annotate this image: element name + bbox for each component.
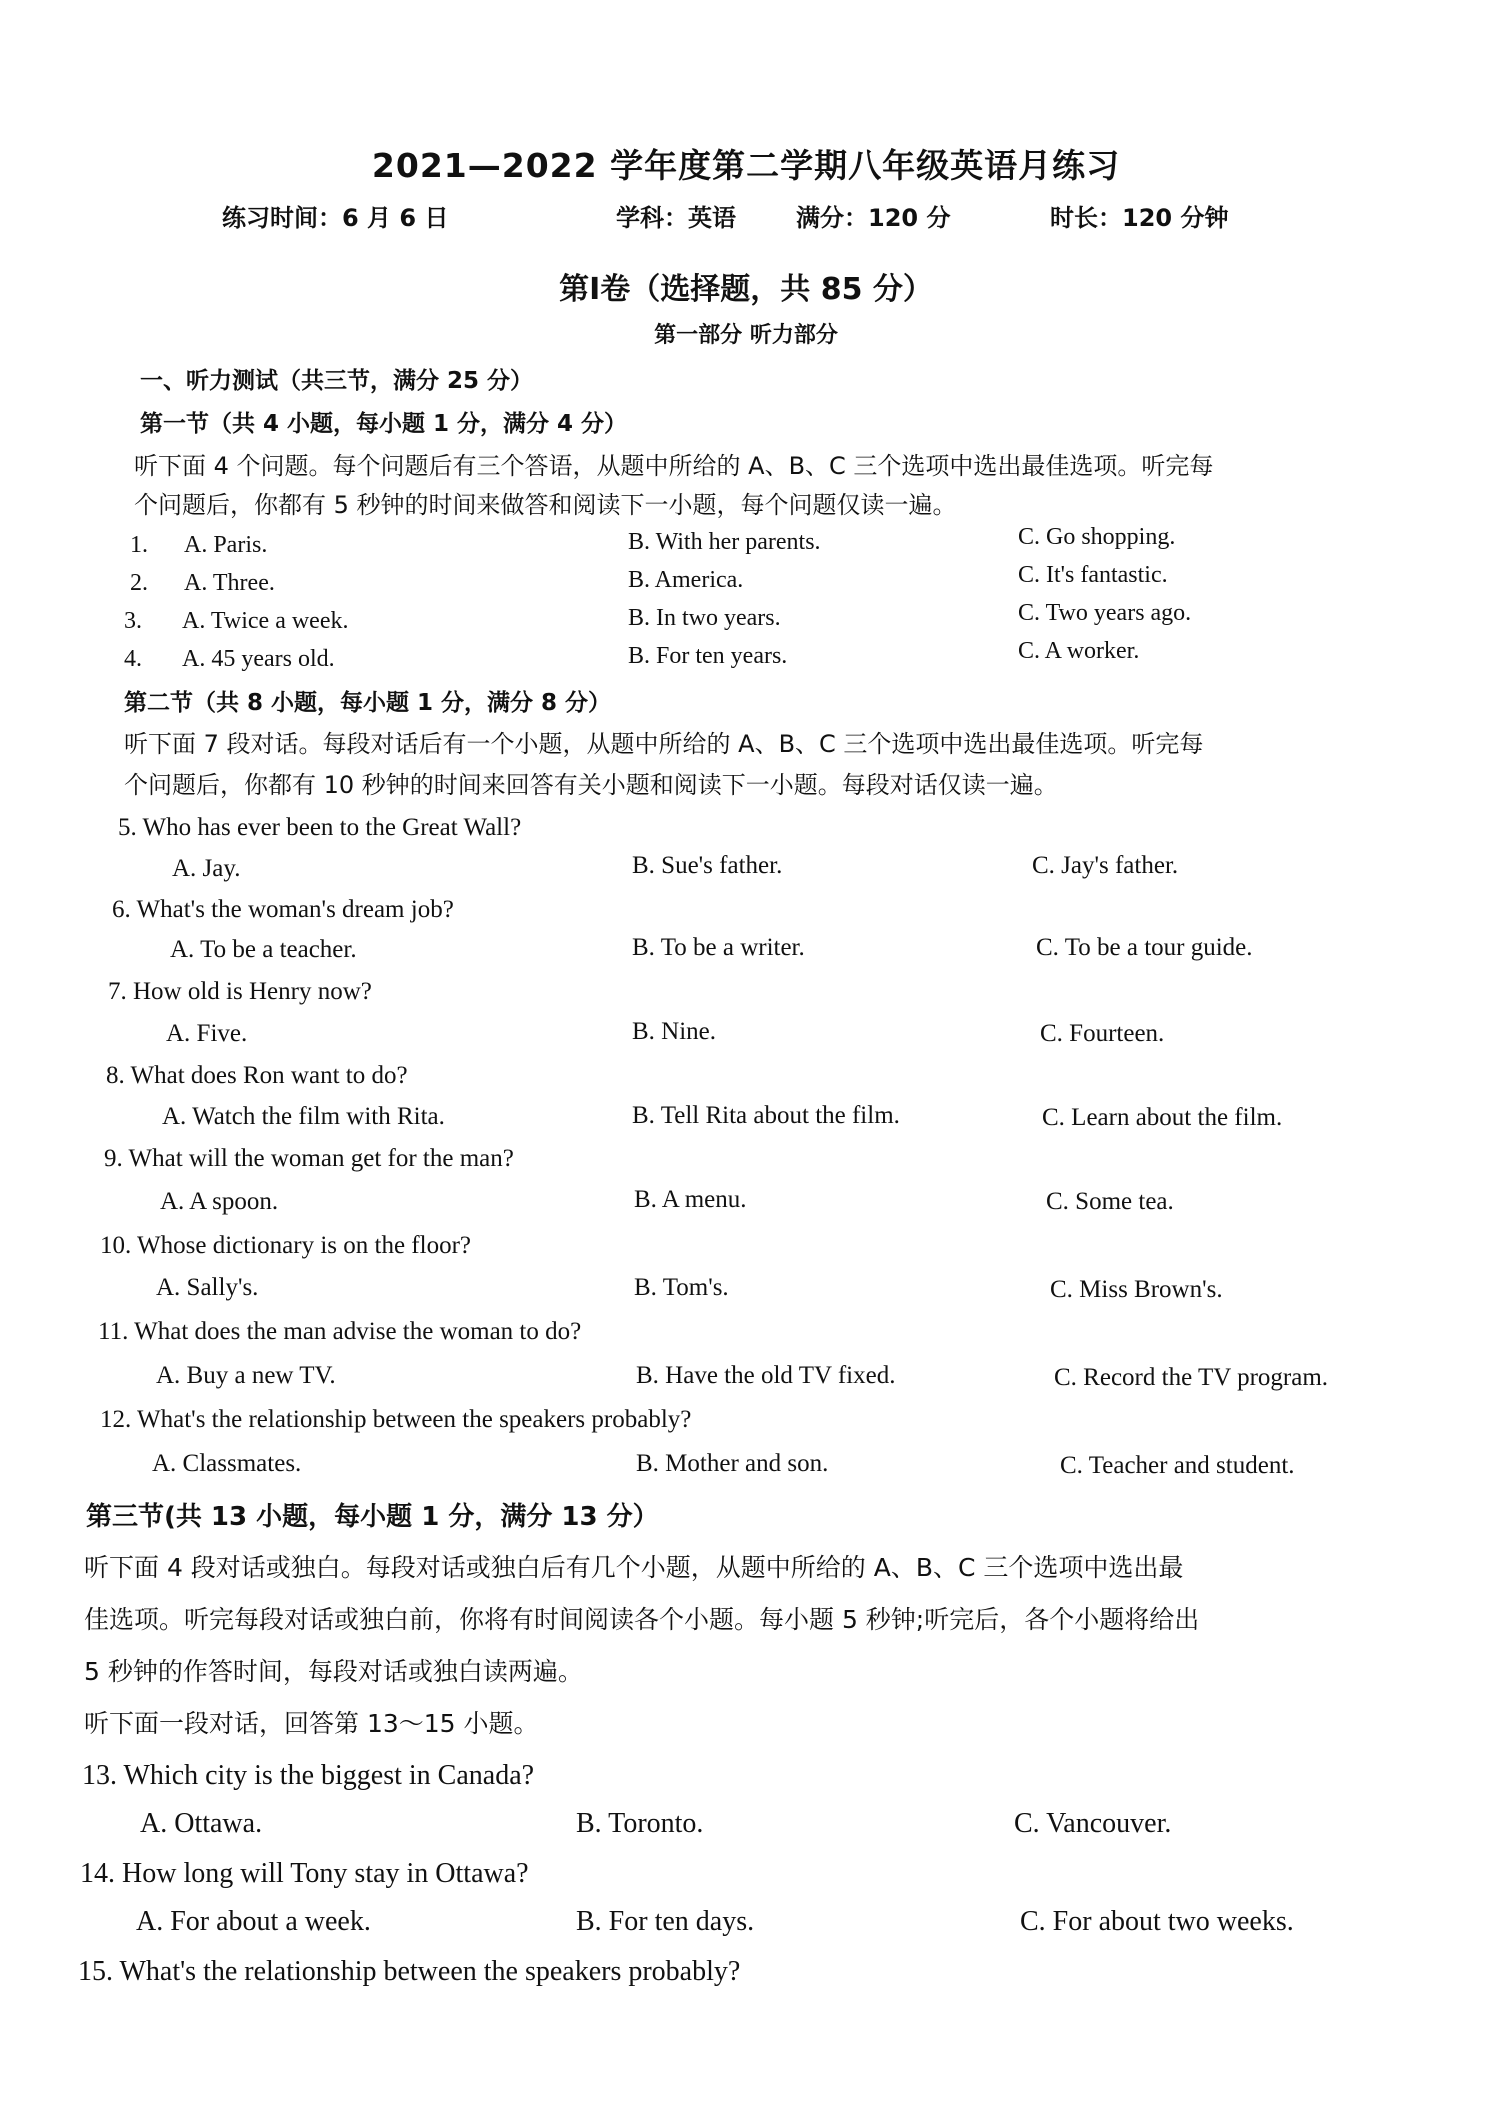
question-stem: 15. What's the relationship between the speakers probably? xyxy=(78,1956,741,1987)
option-c: C. Two years ago. xyxy=(1018,600,1192,626)
option-b: B. Tom's. xyxy=(634,1274,729,1301)
option-b: B. In two years. xyxy=(628,605,781,631)
option-c: C. For about two weeks. xyxy=(1020,1906,1294,1937)
option-c: C. To be a tour guide. xyxy=(1036,934,1253,961)
option-b: B. To be a writer. xyxy=(632,934,805,961)
section2-instruction-line: 听下面 7 段对话。每段对话后有一个小题，从题中所给的 A、B、C 三个选项中选出最佳选项。听完每 xyxy=(124,730,1204,758)
option-c: C. Fourteen. xyxy=(1040,1020,1165,1047)
option-c: C. Vancouver. xyxy=(1014,1808,1172,1839)
option-b: B. A menu. xyxy=(634,1186,747,1213)
question-stem: 10. Whose dictionary is on the floor? xyxy=(100,1232,471,1259)
option-c: C. Jay's father. xyxy=(1032,852,1179,879)
exam-full-score: 满分：120 分 xyxy=(796,204,951,232)
section2-instruction-line: 个问题后，你都有 10 秒钟的时间来回答有关小题和阅读下一小题。每段对话仅读一遍。 xyxy=(124,771,1058,799)
section3-heading: 第三节(共 13 小题，每小题 1 分，满分 13 分） xyxy=(86,1502,659,1532)
section1-instruction-line: 听下面 4 个问题。每个问题后有三个答语，从题中所给的 A、B、C 三个选项中选出最佳选项。听完每 xyxy=(134,452,1214,480)
option-a: A. Buy a new TV. xyxy=(156,1362,336,1389)
option-c: C. It's fantastic. xyxy=(1018,562,1168,588)
section1-instruction-line: 个问题后，你都有 5 秒钟的时间来做答和阅读下一小题，每个问题仅读一遍。 xyxy=(134,491,957,519)
option-b: B. For ten years. xyxy=(628,643,788,669)
option-a: A. Classmates. xyxy=(152,1450,302,1477)
section3-instruction-line: 佳选项。听完每段对话或独白前，你将有时间阅读各个小题。每小题 5 秒钟;听完后，各个小题将给出 xyxy=(84,1605,1200,1634)
section3-sub-instruction: 听下面一段对话，回答第 13～15 小题。 xyxy=(84,1709,539,1738)
option-b: B. Mother and son. xyxy=(636,1450,829,1477)
exam-date: 练习时间：6 月 6 日 xyxy=(222,204,449,232)
section1-heading: 第一节（共 4 小题，每小题 1 分，满分 4 分） xyxy=(140,411,628,437)
option-a: A. Paris. xyxy=(184,532,268,558)
option-c: C. Learn about the film. xyxy=(1042,1104,1283,1131)
option-c: C. A worker. xyxy=(1018,638,1140,664)
option-c: C. Miss Brown's. xyxy=(1050,1276,1223,1303)
option-a: A. A spoon. xyxy=(160,1188,279,1215)
option-a: A. Ottawa. xyxy=(140,1808,263,1839)
option-b: B. Nine. xyxy=(632,1018,717,1045)
option-a: A. Watch the film with Rita. xyxy=(162,1103,445,1130)
question-stem: 11. What does the man advise the woman to do? xyxy=(98,1318,582,1345)
part-title: 第一部分 听力部分 xyxy=(654,323,838,348)
option-b: B. Sue's father. xyxy=(632,852,783,879)
question-number: 2. xyxy=(130,570,148,596)
option-a: A. Sally's. xyxy=(156,1274,259,1301)
option-a: A. To be a teacher. xyxy=(170,936,357,963)
question-stem: 13. Which city is the biggest in Canada? xyxy=(82,1760,535,1791)
question-number: 1. xyxy=(130,532,148,558)
option-a: A. For about a week. xyxy=(136,1906,371,1937)
option-c: C. Go shopping. xyxy=(1018,524,1176,550)
question-stem: 8. What does Ron want to do? xyxy=(106,1062,408,1089)
option-a: A. Three. xyxy=(184,570,275,596)
section3-instruction-line: 听下面 4 段对话或独白。每段对话或独白后有几个小题，从题中所给的 A、B、C 三个选项中选出最 xyxy=(84,1553,1184,1582)
question-stem: 12. What's the relationship between the speakers probably? xyxy=(100,1406,692,1433)
section-main-heading: 一、听力测试（共三节，满分 25 分） xyxy=(140,368,534,394)
option-c: C. Record the TV program. xyxy=(1054,1364,1329,1391)
exam-duration: 时长：120 分钟 xyxy=(1050,204,1229,232)
question-stem: 7. How old is Henry now? xyxy=(108,978,372,1005)
option-b: B. America. xyxy=(628,567,744,593)
volume-title: 第Ⅰ卷（选择题，共 85 分） xyxy=(559,272,933,307)
question-stem: 14. How long will Tony stay in Ottawa? xyxy=(80,1858,529,1889)
exam-subject: 学科：英语 xyxy=(616,204,736,232)
option-c: C. Teacher and student. xyxy=(1060,1452,1295,1479)
option-a: A. Five. xyxy=(166,1020,248,1047)
question-stem: 9. What will the woman get for the man? xyxy=(104,1145,514,1172)
option-b: B. Have the old TV fixed. xyxy=(636,1362,896,1389)
option-b: B. Toronto. xyxy=(576,1808,704,1839)
option-a: A. Twice a week. xyxy=(182,608,349,634)
question-stem: 6. What's the woman's dream job? xyxy=(112,896,454,923)
option-c: C. Some tea. xyxy=(1046,1188,1174,1215)
question-number: 3. xyxy=(124,608,142,634)
option-a: A. Jay. xyxy=(172,855,241,882)
option-a: A. 45 years old. xyxy=(182,646,335,672)
option-b: B. With her parents. xyxy=(628,529,821,555)
question-stem: 5. Who has ever been to the Great Wall? xyxy=(118,814,522,841)
option-b: B. For ten days. xyxy=(576,1906,755,1937)
section3-instruction-line: 5 秒钟的作答时间，每段对话或独白读两遍。 xyxy=(84,1657,583,1686)
section2-heading: 第二节（共 8 小题，每小题 1 分，满分 8 分） xyxy=(124,690,612,716)
question-number: 4. xyxy=(124,646,142,672)
option-b: B. Tell Rita about the film. xyxy=(632,1102,900,1129)
exam-title: 2021—2022 学年度第二学期八年级英语月练习 xyxy=(371,146,1121,185)
